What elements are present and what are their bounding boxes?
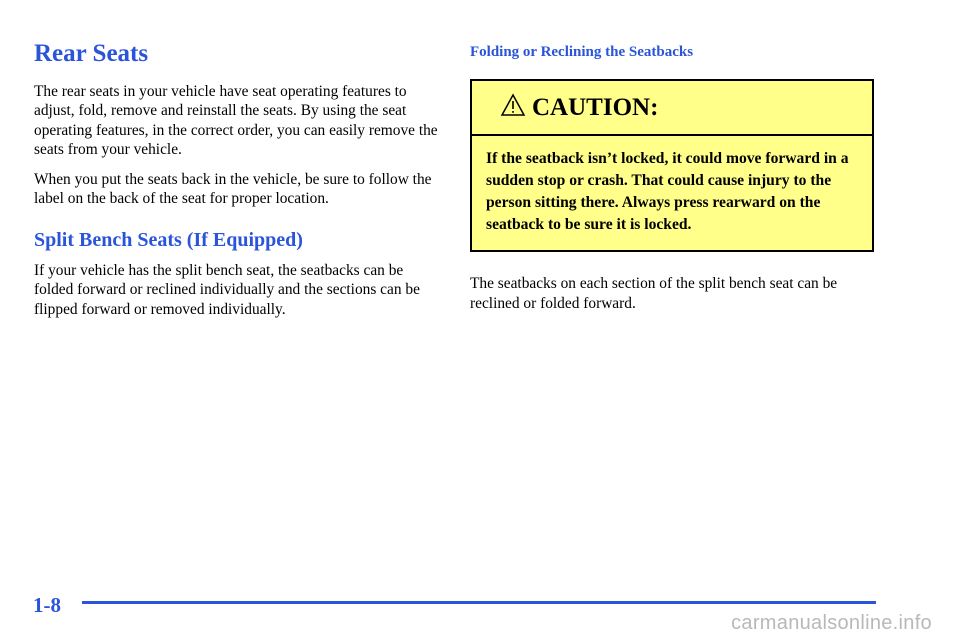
page-number: 1-8 (33, 593, 61, 617)
reinstall-paragraph: When you put the seats back in the vehicle, be sure to follow the label on the back of the seat for proper location. (34, 170, 432, 207)
warning-triangle-icon (500, 93, 526, 122)
intro-paragraph: The rear seats in your vehicle have seat operating features to adjust, fold, remove and reinstall the seats. By using the seat operating features, in the correct order, you can easily remove the seats from your vehicle. (34, 82, 438, 158)
right-column (470, 44, 880, 323)
page-title: Rear Seats (34, 40, 149, 67)
split-bench-paragraph: If your vehicle has the split bench seat, the seatbacks can be folded forward or reclined individually and the sections can be flipped forward or removed individually. (34, 261, 420, 318)
subsection-heading-folding: Folding or Reclining the Seatbacks (470, 44, 694, 60)
left-column (34, 40, 444, 329)
section-heading-split-bench: Split Bench Seats (If Equipped) (34, 228, 303, 251)
watermark: carmanualsonline.info (731, 612, 932, 634)
seatbacks-paragraph: The seatbacks on each section of the split bench seat can be reclined or folded forward. (470, 275, 838, 312)
caution-title: CAUTION: (532, 93, 659, 121)
caution-body (472, 136, 872, 250)
footer-divider (82, 601, 876, 604)
caution-header (472, 81, 872, 136)
caution-text: If the seatback isn’t locked, it could move forward in a sudden stop or crash. That could cause injury to the person sitting there. Always press rearward on the seatback to be sure it is locked. (486, 150, 849, 233)
caution-box (470, 79, 874, 252)
